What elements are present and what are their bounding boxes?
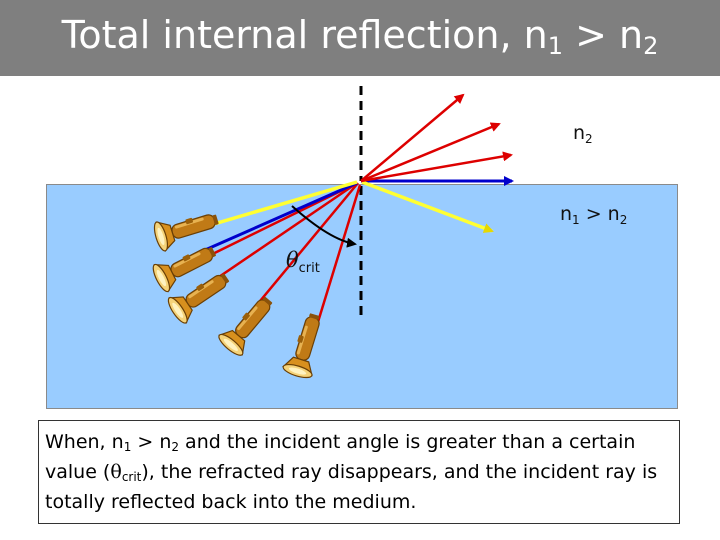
refracted-ray-3: [361, 155, 511, 181]
outer-medium-label: $n_2$: [573, 122, 593, 146]
flashlight-icon: [152, 205, 222, 252]
critical-incident-ray: [205, 183, 357, 250]
flashlight-icon: [282, 310, 329, 380]
flashlight-icon: [216, 290, 280, 358]
refracted-ray-1: [361, 95, 463, 181]
inner-medium-label: $n_1 > n_2$: [560, 203, 628, 227]
explanation-caption: When, $n_1 > n_2$ and the incident angle is greater than a certain value $(\theta_{crit})$, the refracted ray disappears, and the incident ray is totally reflected back into the medium.: [38, 420, 680, 524]
critical-angle-label: $\theta_{crit}$: [286, 248, 320, 276]
slide-title: Total internal reflection, $n_1 > n_2$: [61, 13, 659, 60]
refracted-ray-2: [361, 124, 499, 181]
reflected-ray: [362, 182, 492, 231]
